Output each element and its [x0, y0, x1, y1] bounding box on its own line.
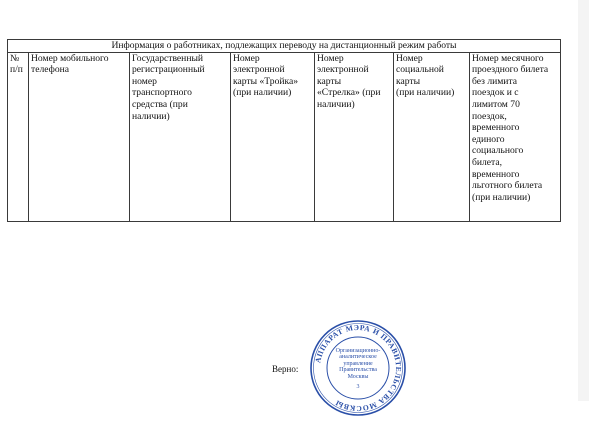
header-mobile-phone-text: Номер мобильного телефона [31, 52, 109, 76]
header-troika-card [231, 52, 315, 221]
header-troika-card-text: Номер электронной карты «Тройка» (при наличии) [233, 52, 299, 99]
table-caption: Информация о работниках, подлежащих переводу на дистанционный режим работы [8, 40, 561, 53]
header-strelka-card-text: Номер электронной карты «Стрелка» (при наличии) [317, 52, 381, 110]
header-row-number [8, 52, 29, 221]
stamp-number: 3 [356, 384, 360, 390]
header-vehicle-number [130, 52, 231, 221]
header-social-card-text: Номер социальной карты (при наличии) [396, 52, 455, 99]
header-mobile-phone [29, 52, 130, 221]
stamp-center-text: Организационно- аналитическое управление Правительства Москвы [335, 348, 381, 380]
page-edge-shadow [578, 0, 589, 401]
header-vehicle-number-text: Государственный регистрационный номер транспортного средства (при наличии) [132, 52, 205, 122]
header-monthly-ticket-text: Номер месячного проездного билета без лимита поездок и с лимитом 70 поездок, временного единого социального билета, временного льготного билета (при наличии) [472, 52, 549, 203]
table-header-row [8, 52, 561, 221]
official-stamp [308, 318, 408, 418]
verno-label: Верно: [272, 364, 299, 374]
employees-info-table [7, 39, 561, 222]
stamp-ring-text: АППАРАТ МЭРА И ПРАВИТЕЛЬСТВА МОСКВЫ [313, 322, 404, 414]
header-monthly-ticket [470, 52, 561, 221]
header-row-number-text: № п/п [10, 52, 23, 76]
header-strelka-card [315, 52, 394, 221]
header-social-card [394, 52, 470, 221]
